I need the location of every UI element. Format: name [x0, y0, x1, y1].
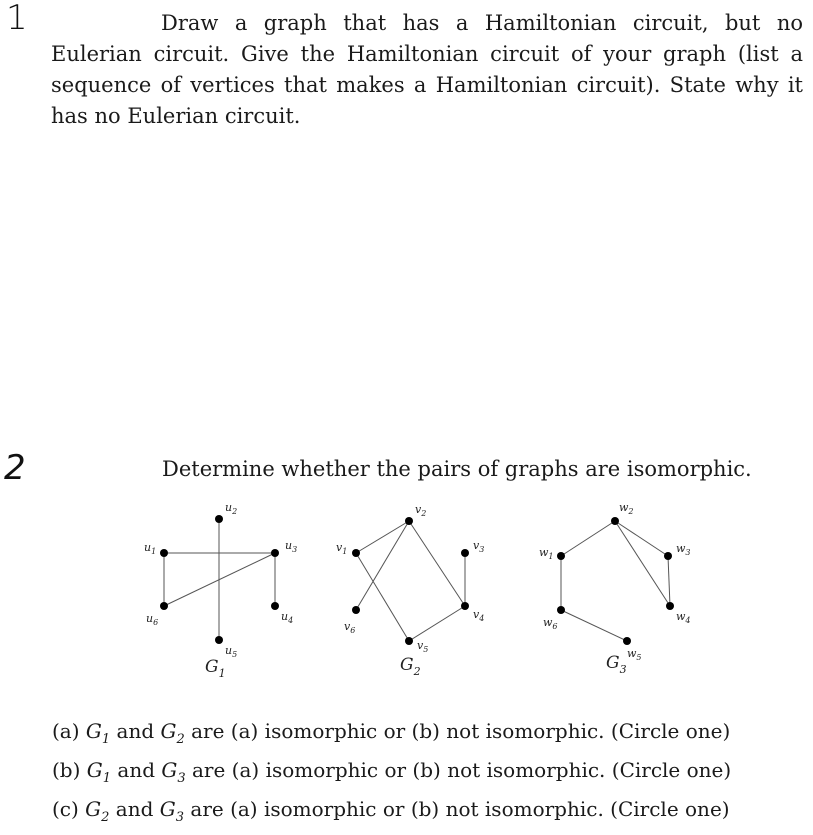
graph-label-g3: $G_3$ — [606, 653, 627, 676]
graph-g3 — [539, 501, 691, 676]
vertex-label-w2: $w_2$ — [619, 501, 634, 516]
vertex-w6 — [557, 606, 565, 614]
vertex-label-u4: $u_4$ — [281, 610, 294, 625]
vertex-w2 — [611, 517, 619, 525]
vertex-w1 — [557, 552, 565, 560]
vertex-u3 — [271, 549, 279, 557]
vertex-u5 — [215, 636, 223, 644]
vertex-u4 — [271, 602, 279, 610]
vertex-label-w3: $w_3$ — [676, 542, 691, 557]
edge-v2-v4 — [409, 521, 465, 606]
graph-ref: $G_3$ — [161, 758, 186, 786]
vertex-v5 — [405, 637, 413, 645]
vertex-label-u1: $u_1$ — [144, 541, 157, 556]
vertex-label-u2: $u_2$ — [225, 501, 238, 516]
graph-ref: $G_3$ — [159, 797, 185, 825]
connector-text: and — [116, 719, 155, 743]
vertex-label-v6: $v_6$ — [344, 620, 356, 635]
vertex-w3 — [664, 552, 672, 560]
vertex-label-w6: $w_6$ — [543, 616, 558, 631]
vertex-label-v1: $v_1$ — [336, 541, 348, 556]
edge-w3-w4 — [668, 556, 670, 606]
vertex-label-w4: $w_4$ — [676, 610, 691, 625]
vertex-label-u5: $u_5$ — [225, 644, 238, 659]
vertex-label-v3: $v_3$ — [473, 539, 485, 554]
answer-row-b — [52, 753, 731, 792]
edge-v4-v5 — [409, 606, 465, 641]
vertex-u6 — [160, 602, 168, 610]
vertex-v1 — [352, 549, 360, 557]
answer-text: are (a) isomorphic or (b) not isomorphic. (Circle one) — [190, 797, 730, 821]
vertex-v3 — [461, 549, 469, 557]
answer-label: (b) — [52, 758, 81, 782]
problem-2-number: 2 — [4, 448, 26, 488]
edge-w2-w4 — [615, 521, 670, 606]
vertex-u2 — [215, 515, 223, 523]
vertex-label-u3: $u_3$ — [285, 539, 298, 554]
edge-w2-w3 — [615, 521, 668, 556]
vertex-v4 — [461, 602, 469, 610]
edge-w1-w2 — [561, 521, 615, 556]
edge-v1-v2 — [356, 521, 409, 553]
vertex-label-v5: $v_5$ — [417, 639, 429, 654]
vertex-label-w1: $w_1$ — [539, 546, 554, 561]
answers-list — [52, 714, 731, 831]
answer-label: (c) — [52, 797, 79, 821]
vertex-label-w5: $w_5$ — [627, 647, 642, 662]
graph-ref: $G_2$ — [85, 797, 110, 825]
answer-row-a — [52, 714, 731, 753]
problem-2-text: Determine whether the pairs of graphs are isomorphic. — [162, 457, 752, 481]
graph-ref: $G_1$ — [86, 758, 112, 786]
answer-text: are (a) isomorphic or (b) not isomorphic. (Circle one) — [192, 758, 732, 782]
edge-w6-w5 — [561, 610, 627, 641]
vertex-u1 — [160, 549, 168, 557]
vertex-v2 — [405, 517, 413, 525]
graph-g1 — [144, 501, 297, 680]
problem-1-number: 1 — [6, 0, 28, 38]
vertex-label-u6: $u_6$ — [146, 612, 159, 627]
answer-label: (a) — [52, 719, 80, 743]
graph-g2 — [336, 503, 484, 678]
answer-text: are (a) isomorphic or (b) not isomorphic. (Circle one) — [191, 719, 731, 743]
connector-text: and — [117, 758, 156, 782]
graph-label-g2: $G_2$ — [400, 655, 421, 678]
problem-1-text: Draw a graph that has a Hamiltonian circuit, but no Eulerian circuit. Give the Hamiltonian circuit of your graph (list a sequence of vertices that makes a Hamiltonian circuit). State why it has no Eulerian circuit. — [51, 11, 803, 128]
connector-text: and — [115, 797, 154, 821]
answer-row-c — [52, 792, 731, 831]
vertex-v6 — [352, 606, 360, 614]
graph-ref: $G_2$ — [160, 719, 185, 747]
vertex-label-v4: $v_4$ — [473, 608, 485, 623]
graph-label-g1: $G_1$ — [205, 657, 226, 680]
vertex-label-v2: $v_2$ — [415, 503, 427, 518]
vertex-w4 — [666, 602, 674, 610]
graph-ref: $G_1$ — [85, 719, 111, 747]
vertex-w5 — [623, 637, 631, 645]
